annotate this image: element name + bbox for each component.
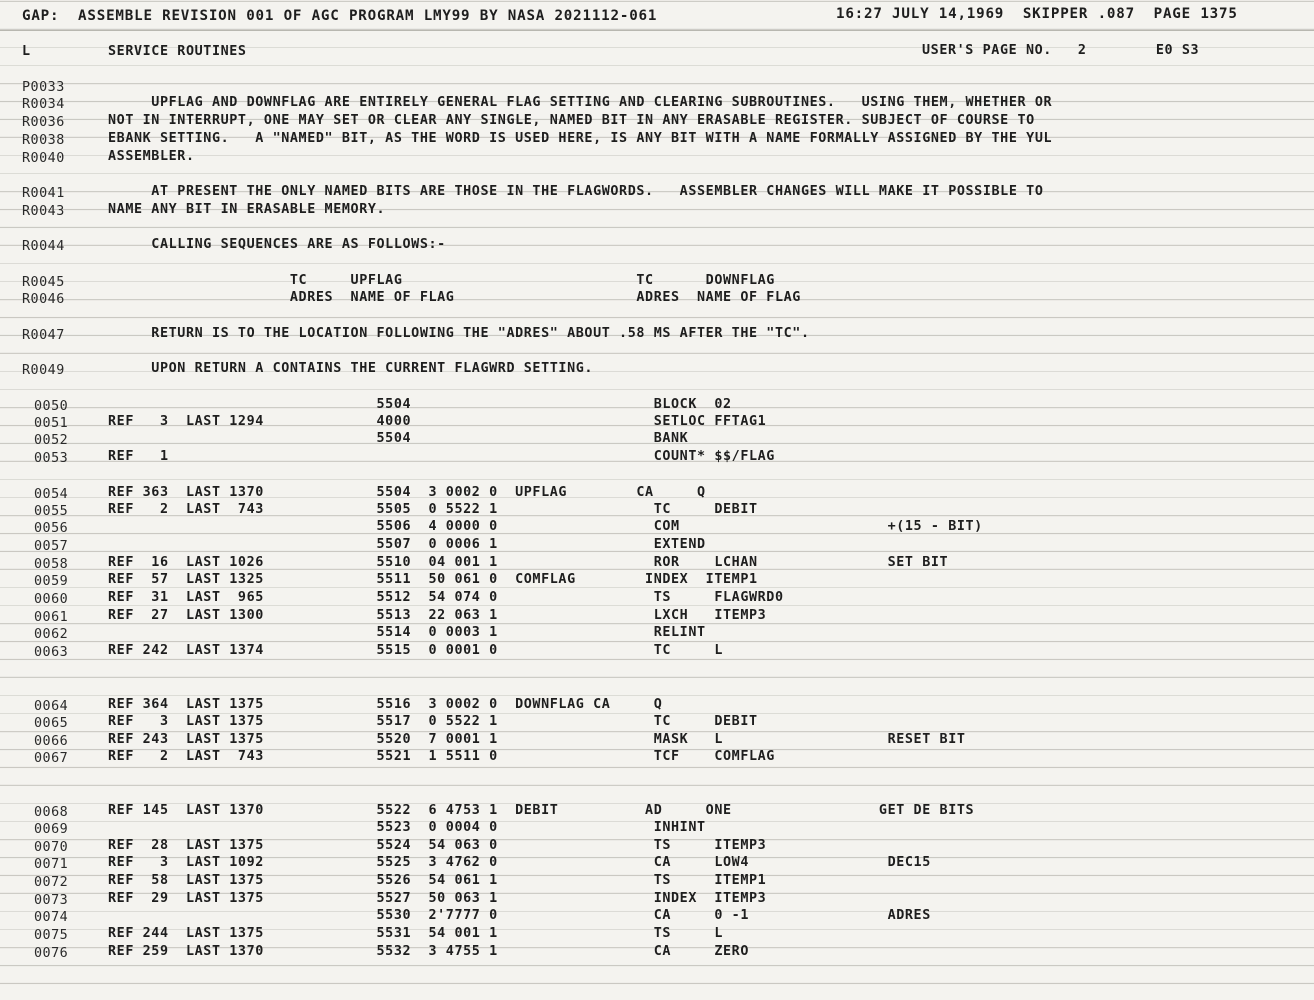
users-page-number: USER'S PAGE NO. 2 E0 S3 — [922, 43, 1200, 58]
line-seq: R0043 — [22, 204, 65, 219]
line-seq: P0033 — [22, 80, 65, 95]
line-seq: 0076 — [34, 946, 69, 961]
line-seq: 0059 — [34, 574, 69, 589]
code-line: REF 244 LAST 1375 5531 54 001 1 TS L — [108, 926, 723, 941]
comment-line: UPON RETURN A CONTAINS THE CURRENT FLAGWRD SETTING. — [108, 361, 594, 376]
line-seq: 0058 — [34, 557, 69, 572]
code-line: REF 3 LAST 1375 5517 0 5522 1 TC DEBIT — [108, 714, 758, 729]
code-line: REF 259 LAST 1370 5532 3 4755 1 CA ZERO — [108, 944, 749, 959]
section-level: L — [22, 44, 31, 59]
header-divider — [0, 30, 1314, 31]
line-seq: 0069 — [34, 822, 69, 837]
line-seq: 0071 — [34, 857, 69, 872]
code-line: REF 28 LAST 1375 5524 54 063 0 TS ITEMP3 — [108, 838, 767, 853]
code-line: 5514 0 0003 1 RELINT — [108, 625, 706, 640]
code-line: REF 27 LAST 1300 5513 22 063 1 LXCH ITEMP3 — [108, 608, 767, 623]
comment-line: TC UPFLAG TC DOWNFLAG — [108, 273, 775, 288]
code-line: REF 145 LAST 1370 5522 6 4753 1 DEBIT AD ONE GET DE BITS — [108, 803, 975, 818]
code-line: 5523 0 0004 0 INHINT — [108, 820, 706, 835]
line-seq: 0062 — [34, 627, 69, 642]
comment-line: ADRES NAME OF FLAG ADRES NAME OF FLAG — [108, 290, 801, 305]
line-seq: 0068 — [34, 805, 69, 820]
comment-line: UPFLAG AND DOWNFLAG ARE ENTIRELY GENERAL FLAG SETTING AND CLEARING SUBROUTINES. USING THEM, WHETHER OR — [108, 95, 1053, 110]
code-line: 5507 0 0006 1 EXTEND — [108, 537, 706, 552]
comment-line: CALLING SEQUENCES ARE AS FOLLOWS:- — [108, 237, 446, 252]
line-seq: 0050 — [34, 399, 69, 414]
code-line: REF 363 LAST 1370 5504 3 0002 0 UPFLAG CA Q — [108, 485, 706, 500]
line-seq: 0053 — [34, 451, 69, 466]
code-line: REF 3 LAST 1294 4000 SETLOC FFTAG1 — [108, 414, 767, 429]
comment-line: NAME ANY BIT IN ERASABLE MEMORY. — [108, 202, 386, 217]
code-line: REF 2 LAST 743 5521 1 5511 0 TCF COMFLAG — [108, 749, 775, 764]
line-seq: R0034 — [22, 97, 65, 112]
line-seq: 0055 — [34, 504, 69, 519]
code-line: REF 29 LAST 1375 5527 50 063 1 INDEX ITEMP3 — [108, 891, 767, 906]
line-seq: 0061 — [34, 610, 69, 625]
code-line: REF 242 LAST 1374 5515 0 0001 0 TC L — [108, 643, 723, 658]
line-seq: R0040 — [22, 151, 65, 166]
code-line: REF 31 LAST 965 5512 54 074 0 TS FLAGWRD0 — [108, 590, 784, 605]
line-seq: 0054 — [34, 487, 69, 502]
line-seq: 0065 — [34, 716, 69, 731]
code-line: REF 243 LAST 1375 5520 7 0001 1 MASK L RESET BIT — [108, 732, 966, 747]
section-title: SERVICE ROUTINES — [108, 44, 247, 59]
code-line: 5504 BLOCK 02 — [108, 397, 732, 412]
line-seq: 0051 — [34, 416, 69, 431]
line-seq: R0046 — [22, 292, 65, 307]
code-line: 5504 BANK — [108, 431, 689, 446]
code-line: REF 57 LAST 1325 5511 50 061 0 COMFLAG INDEX ITEMP1 — [108, 572, 758, 587]
line-seq: R0041 — [22, 186, 65, 201]
line-seq: 0052 — [34, 433, 69, 448]
line-seq: 0066 — [34, 734, 69, 749]
line-seq: R0036 — [22, 115, 65, 130]
code-line: REF 16 LAST 1026 5510 04 001 1 ROR LCHAN SET BIT — [108, 555, 949, 570]
line-seq: 0056 — [34, 521, 69, 536]
code-line: 5506 4 0000 0 COM +(15 - BIT) — [108, 519, 983, 534]
comment-line: ASSEMBLER. — [108, 149, 195, 164]
line-seq: 0064 — [34, 699, 69, 714]
line-seq: 0072 — [34, 875, 69, 890]
code-line: REF 1 COUNT* $$/FLAG — [108, 449, 775, 464]
line-seq: R0047 — [22, 328, 65, 343]
comment-line: EBANK SETTING. A "NAMED" BIT, AS THE WORD IS USED HERE, IS ANY BIT WITH A NAME FORMALLY ASSIGNED BY THE YUL — [108, 131, 1053, 146]
listing-header-left: GAP: ASSEMBLE REVISION 001 OF AGC PROGRAM LMY99 BY NASA 2021112-061 — [22, 8, 658, 24]
line-seq: R0038 — [22, 133, 65, 148]
line-seq: 0073 — [34, 893, 69, 908]
listing-header-right: 16:27 JULY 14,1969 SKIPPER .087 PAGE 1375 — [836, 6, 1238, 22]
line-seq: 0057 — [34, 539, 69, 554]
code-line: REF 364 LAST 1375 5516 3 0002 0 DOWNFLAG CA Q — [108, 697, 663, 712]
line-seq: 0074 — [34, 910, 69, 925]
line-seq: 0060 — [34, 592, 69, 607]
code-line: REF 3 LAST 1092 5525 3 4762 0 CA LOW4 DEC15 — [108, 855, 931, 870]
line-seq: R0044 — [22, 239, 65, 254]
line-seq: R0045 — [22, 275, 65, 290]
line-seq: 0070 — [34, 840, 69, 855]
comment-line: AT PRESENT THE ONLY NAMED BITS ARE THOSE IN THE FLAGWORDS. ASSEMBLER CHANGES WILL MAKE IT POSSIBLE TO — [108, 184, 1044, 199]
line-seq: 0075 — [34, 928, 69, 943]
code-line: REF 2 LAST 743 5505 0 5522 1 TC DEBIT — [108, 502, 758, 517]
line-seq: R0049 — [22, 363, 65, 378]
code-line: 5530 2'7777 0 CA 0 -1 ADRES — [108, 908, 931, 923]
line-seq: 0067 — [34, 751, 69, 766]
comment-line: RETURN IS TO THE LOCATION FOLLOWING THE "ADRES" ABOUT .58 MS AFTER THE "TC". — [108, 326, 810, 341]
line-seq: 0063 — [34, 645, 69, 660]
code-line: REF 58 LAST 1375 5526 54 061 1 TS ITEMP1 — [108, 873, 767, 888]
comment-line: NOT IN INTERRUPT, ONE MAY SET OR CLEAR ANY SINGLE, NAMED BIT IN ANY ERASABLE REGISTER. SUBJECT OF COURSE TO — [108, 113, 1035, 128]
